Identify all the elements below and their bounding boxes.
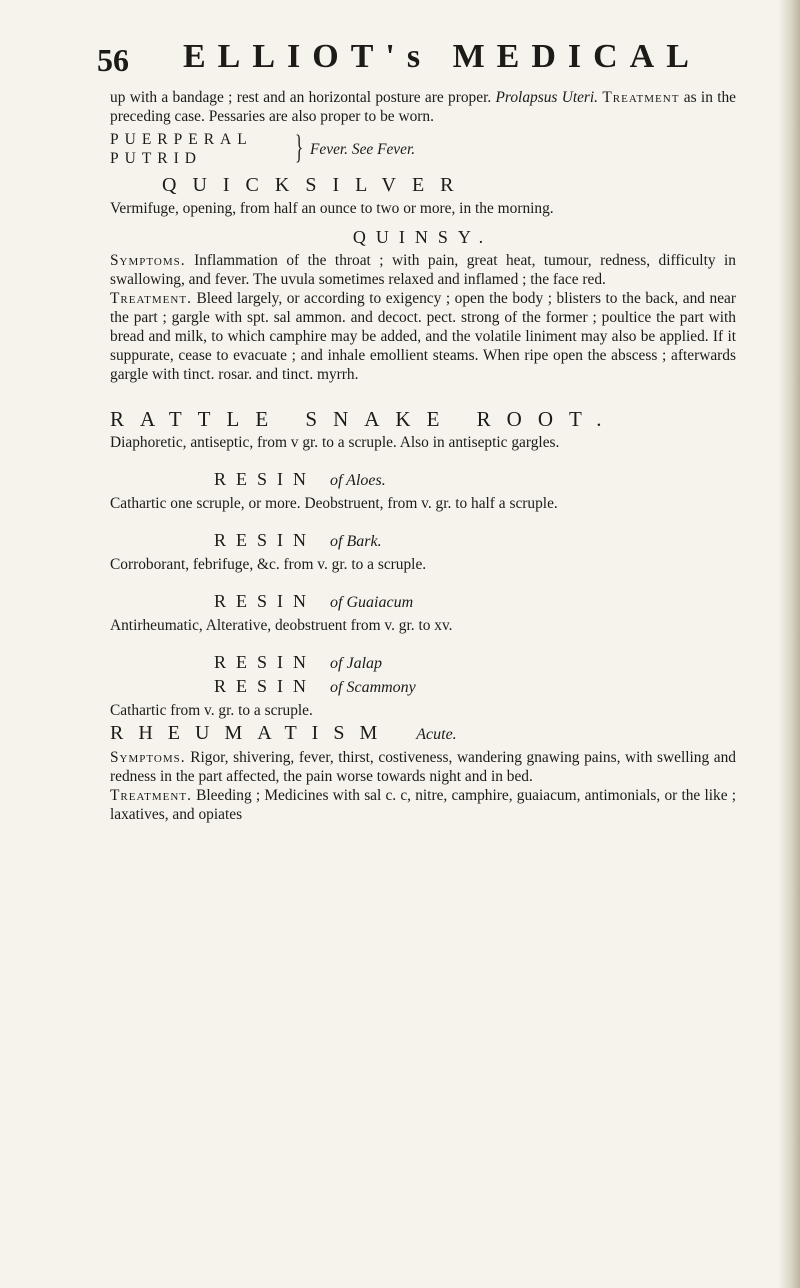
resin-bark-heading: RESIN of Bark. [214, 530, 382, 550]
treatment-label: Treatment. [110, 787, 192, 804]
resin-bark-text: Corroborant, febrifuge, &c. from v. gr. to a scruple. [110, 556, 427, 573]
page-edge [778, 0, 800, 1288]
brace-symbol: } [295, 129, 304, 166]
page-header [97, 38, 737, 88]
puerperal-term: PUERPERAL [110, 131, 253, 148]
quinsy-treatment: Treatment. Bleed largely, or according to exigency ; open the body ; blisters to the back, and near the part ; gargle with spt. sal ammon. and decoct. pect. strong of the former ; poultice the part with bread and milk, to which camphire may be added, and the volatile liniment may also be applied. If it suppurate, cease to evacuate ; and inhale emollient steams. When ripe open the abscess ; afterwards gargle with tinct. rosar. and tinct. myrrh. [110, 290, 736, 383]
continued-paragraph: up with a bandage ; rest and an horizontal posture are proper. Prolapsus Uteri. Treatment as in the preceding case. Pessaries are also proper to be worn. [110, 89, 737, 125]
treatment-label: Treatment [602, 89, 680, 106]
resin-scammony-text: Cathartic from v. gr. to a scruple. [110, 702, 313, 719]
prolapsus-label: Prolapsus Uteri. [495, 89, 599, 106]
resin-jalap-heading: RESIN of Jalap [214, 652, 383, 672]
running-head: ELLIOT's MEDICAL [183, 38, 701, 75]
resin-aloes-text: Cathartic one scruple, or more. Deobstruent, from v. gr. to half a scruple. [110, 495, 558, 512]
page-number: 56 [97, 42, 129, 78]
resin-scammony-heading: RESIN of Scammony [214, 676, 416, 696]
quinsy-symptoms: Symptoms. Inflammation of the throat ; with pain, great heat, tumour, redness, difficulty in swallowing, and fever. The uvula sometimes relaxed and inflamed ; the face red. [110, 252, 736, 288]
quinsy-heading: QUINSY. [352, 227, 494, 247]
puerperal-entry [110, 130, 736, 170]
rheumatism-heading: RHEUMATISM Acute. [110, 722, 457, 744]
resin-aloes-heading: RESIN of Aloes. [214, 469, 386, 489]
rheumatism-treatment: Treatment. Bleeding ; Medicines with sal c. c, nitre, camphire, guaiacum, antimonials, or the like ; laxatives, and opiates [110, 787, 736, 823]
resin-guaiacum-heading: RESIN of Guaiacum [214, 591, 414, 611]
symptoms-label: Symptoms. [110, 252, 186, 269]
putrid-term: PUTRID [110, 150, 202, 167]
treatment-label: Treatment. [110, 290, 192, 307]
rheumatism-symptoms: Symptoms. Rigor, shivering, fever, thirst, costiveness, wandering gnawing pains, with swelling and redness in the part affected, the pain worse towards night and in bed. [110, 749, 736, 785]
symptoms-label: Symptoms. [110, 749, 186, 766]
rattlesnake-text: Diaphoretic, antiseptic, from v gr. to a scruple. Also in antiseptic gargles. [110, 434, 560, 451]
quicksilver-heading: QUICKSILVER [162, 174, 470, 196]
resin-guaiacum-text: Antirheumatic, Alterative, deobstruent from v. gr. to xv. [110, 617, 453, 634]
fever-cross-reference: Fever. See Fever. [310, 141, 416, 158]
rattlesnake-heading: RATTLE SNAKE ROOT. [110, 407, 618, 431]
quicksilver-text: Vermifuge, opening, from half an ounce to two or more, in the morning. [110, 200, 554, 217]
page-body [110, 88, 736, 824]
